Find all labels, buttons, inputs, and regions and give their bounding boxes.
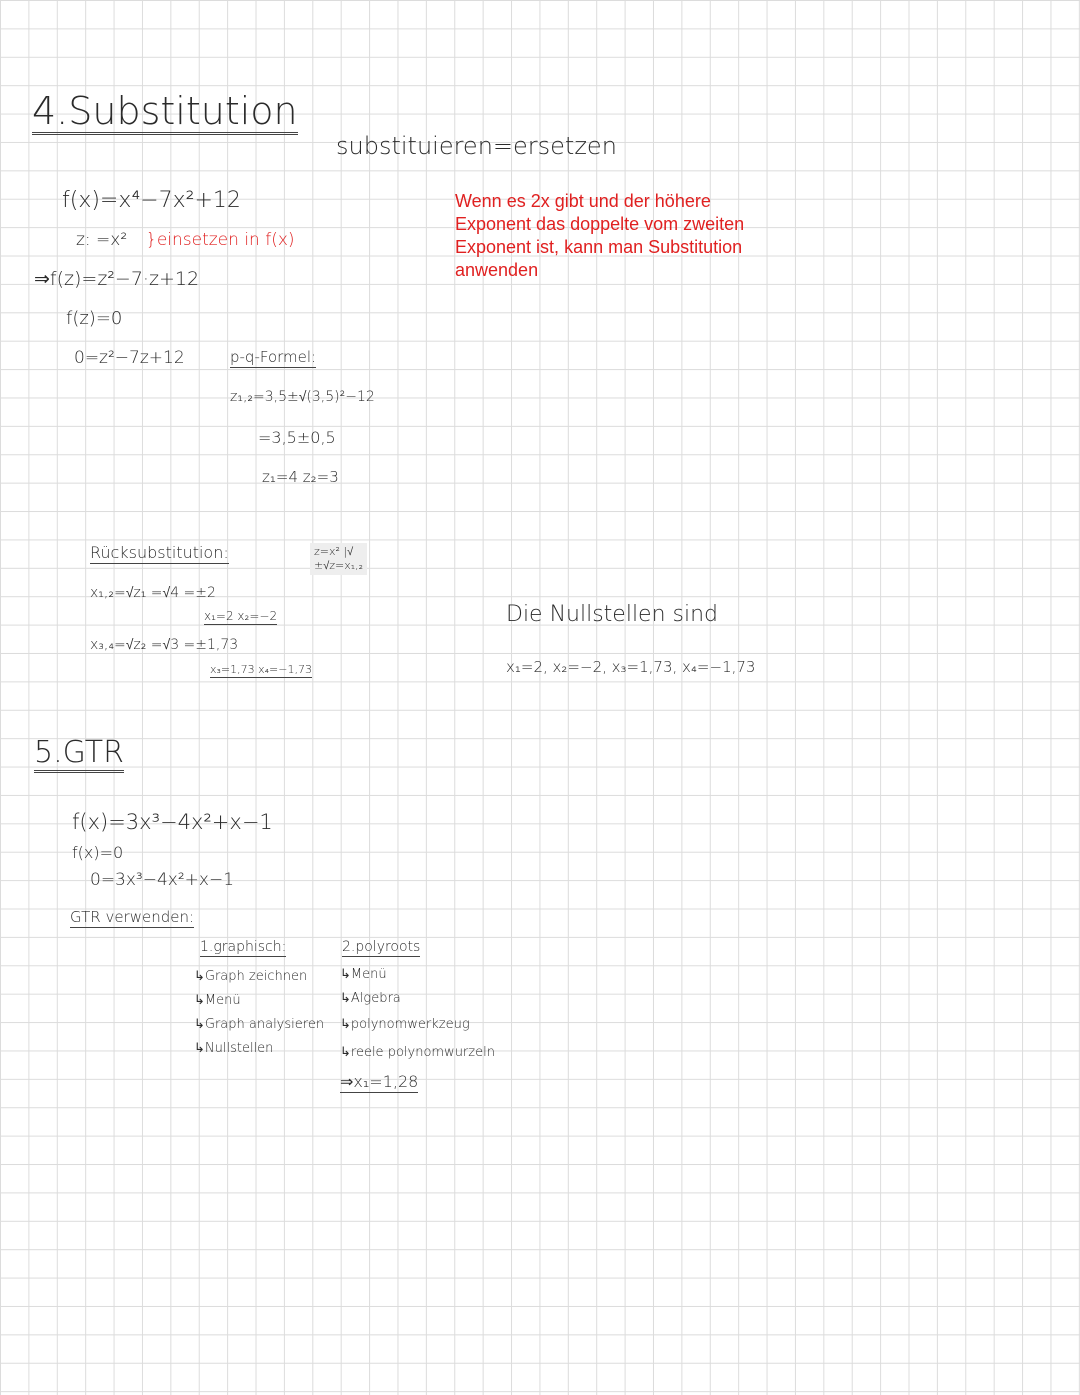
section4-title: 4.Substitution [32,89,298,133]
gtr-fx-zero: f(x)=0 [72,843,124,862]
quadratic-equation: 0=z²−7z+12 [74,348,185,368]
graph-step-1: ↳Graph zeichnen [194,969,308,984]
root-note [310,543,367,575]
pq-label: p-q-Formel: [230,348,317,366]
graph-step-3: ↳Graph analysieren [194,1017,325,1032]
graph-step-4: ↳Nullstellen [194,1041,274,1056]
graph-method-label: 1.graphisch: [200,939,287,955]
fz-zero: f(z)=0 [66,308,123,329]
section5-title: 5.GTR [34,738,124,773]
poly-step-1: ↳Menü [340,967,387,982]
gtr-label: GTR verwenden: [70,908,195,926]
substitution-definition: z: =x² [76,230,128,250]
pq-result: z₁=4 z₂=3 [262,468,339,486]
back-substitution-1: x₁,₂=√z₁ =√4 =±2 [90,585,216,601]
section4-subtitle: substituieren=ersetzen [336,132,617,160]
poly-step-3: ↳polynomwerkzeug [340,1017,470,1032]
back-substitution-2: x₃,₄=√z₂ =√3 =±1,73 [90,637,239,653]
gtr-equation: 0=3x³−4x²+x−1 [90,870,235,890]
root-note-line2: ±√z=x₁,₂ [314,559,364,572]
zeros-label: Die Nullstellen sind [506,602,719,627]
pq-formula: z₁,₂=3,5±√(3,5)²−12 [230,389,375,405]
polyroots-result: ⇒x₁=1,28 [340,1072,419,1091]
function-definition: f(x)=x⁴−7x²+12 [62,188,241,213]
back-substitution-1-result: x₁=2 x₂=−2 [204,609,278,623]
pq-step: =3,5±0,5 [258,428,336,447]
zeros-result: x₁=2, x₂=−2, x₃=1,73, x₄=−1,73 [506,658,756,676]
poly-step-2: ↳Algebra [340,991,401,1006]
polyroots-label: 2.polyroots [342,939,421,955]
poly-step-4: ↳reele polynomwurzeln [340,1045,495,1060]
graph-step-2: ↳Menü [194,993,241,1008]
substituted-function: ⇒f(z)=z²−7·z+12 [34,268,200,290]
root-note-line1: z=x² |√ [314,545,354,558]
back-substitution-2-result: x₃=1,73 x₄=−1,73 [210,663,312,676]
gtr-function: f(x)=3x³−4x²+x−1 [72,810,273,834]
substitution-info: Wenn es 2x gibt und der höhere Exponent das doppelte vom zweiten Exponent ist, kann man Substitution anwenden [455,191,745,280]
substitution-note: }einsetzen in f(x) [146,230,295,250]
back-substitution-label: Rücksubstitution: [90,543,229,562]
